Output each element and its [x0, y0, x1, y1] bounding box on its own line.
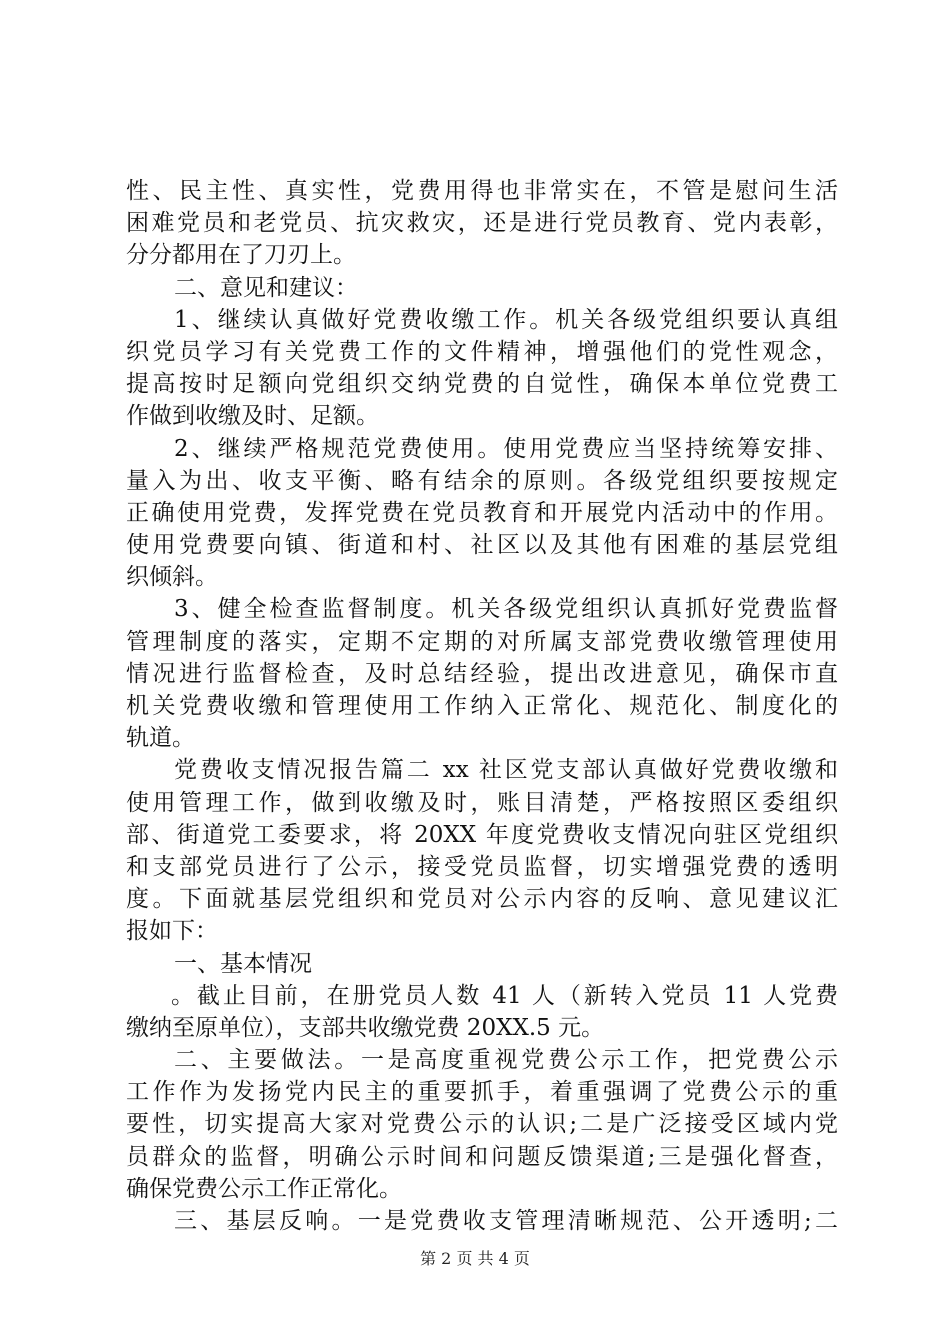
page-number-footer: 第 2 页 共 4 页	[420, 1249, 530, 1268]
paragraph-line: 和支部党员进行了公示，接受党员监督，切实增强党费的透明	[126, 853, 838, 880]
paragraph-line: 量入为出、收支平衡、略有结余的原则。各级党组织要按规定	[126, 467, 838, 494]
paragraph-line: 。截止目前，在册党员人数 41 人（新转入党员 11 人党费	[171, 982, 838, 1009]
paragraph-line: 2、继续严格规范党费使用。使用党费应当坚持统筹安排、	[174, 435, 838, 462]
paragraph-line: 困难党员和老党员、抗灾救灾，还是进行党员教育、党内表彰，	[126, 210, 838, 237]
paragraph-line: 管理制度的落实，定期不定期的对所属支部党费收缴管理使用	[126, 628, 838, 655]
paragraph-line: 确保党费公示工作正常化。	[126, 1175, 402, 1202]
paragraph-line: 缴纳至原单位），支部共收缴党费 20XX.5 元。	[126, 1014, 605, 1041]
paragraph-line: 部、街道党工委要求，将 20XX 年度党费收支情况向驻区党组织	[126, 821, 838, 848]
paragraph-line: 分分都用在了刀刃上。	[126, 242, 356, 269]
document-body	[126, 175, 838, 1237]
paragraph-line: 轨道。	[126, 725, 195, 752]
section-heading: 二、意见和建议：	[174, 274, 358, 301]
paragraph-line: 性、民主性、真实性，党费用得也非常实在，不管是慰问生活	[126, 178, 838, 204]
section-heading: 一、基本情况	[174, 950, 312, 977]
paragraph-line: 织党员学习有关党费工作的文件精神，增强他们的党性观念，	[126, 338, 838, 365]
paragraph-line: 正确使用党费，发挥党费在党员教育和开展党内活动中的作用。	[126, 499, 838, 526]
paragraph-line: 3、健全检查监督制度。机关各级党组织认真抓好党费监督	[174, 596, 838, 623]
paragraph-line: 1、继续认真做好党费收缴工作。机关各级党组织要认真组	[174, 306, 838, 333]
paragraph-line: 要性，切实提高大家对党费公示的认识;二是广泛接受区域内党	[126, 1111, 838, 1138]
paragraph-line: 党费收支情况报告篇二 xx 社区党支部认真做好党费收缴和	[174, 757, 838, 784]
paragraph-line: 报如下：	[126, 918, 218, 945]
paragraph-line: 使用管理工作，做到收缴及时，账目清楚，严格按照区委组织	[126, 789, 838, 816]
paragraph-line: 提高按时足额向党组织交纳党费的自觉性，确保本单位党费工	[126, 371, 838, 398]
paragraph-line: 织倾斜。	[126, 564, 218, 591]
paragraph-line: 机关党费收缴和管理使用工作纳入正常化、规范化、制度化的	[126, 693, 838, 719]
paragraph-line: 员群众的监督，明确公示时间和问题反馈渠道;三是强化督查，	[126, 1143, 838, 1170]
paragraph-line: 度。下面就基层党组织和党员对公示内容的反响、意见建议汇	[126, 886, 838, 913]
paragraph-line: 使用党费要向镇、街道和村、社区以及其他有困难的基层党组	[126, 532, 838, 559]
paragraph-line: 作做到收缴及时、足额。	[126, 403, 379, 430]
paragraph-line: 情况进行监督检查，及时总结经验，提出改进意见，确保市直	[126, 660, 838, 687]
paragraph-line: 工作作为发扬党内民主的重要抓手，着重强调了党费公示的重	[126, 1079, 838, 1106]
paragraph-line: 二、主要做法。一是高度重视党费公示工作，把党费公示	[174, 1047, 838, 1074]
paragraph-line: 三、基层反响。一是党费收支管理清晰规范、公开透明;二	[174, 1208, 838, 1234]
